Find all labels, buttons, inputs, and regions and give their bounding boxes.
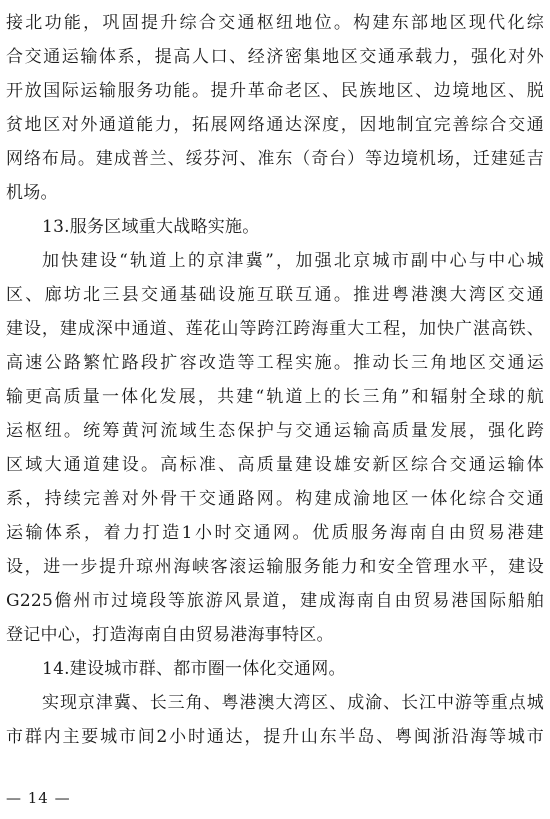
text-line: 运输体系，着力打造1小时交通网。优质服务海南自由贸易港建 <box>6 523 544 543</box>
page-number: — 14 — <box>6 789 71 807</box>
text-line: 系，持续完善对外骨干交通路网。构建成渝地区一体化综合交通 <box>6 489 544 509</box>
text-line: 运枢纽。统筹黄河流域生态保护与交通运输高质量发展，强化跨 <box>6 421 544 441</box>
text-line: 建设，建成深中通道、莲花山等跨江跨海重大工程，加快广湛高铁、 <box>6 319 544 339</box>
text-line: 接北功能，巩固提升综合交通枢纽地位。构建东部地区现代化综 <box>6 13 544 33</box>
text-line: 市群内主要城市间2小时通达，提升山东半岛、粤闽浙沿海等城市 <box>6 727 544 747</box>
text-line: 登记中心，打造海南自由贸易港海事特区。 <box>6 625 334 645</box>
text-line: 贫地区对外通道能力，拓展网络通达深度，因地制宜完善综合交通 <box>6 115 544 135</box>
text-line: 实现京津冀、长三角、粤港澳大湾区、成渝、长江中游等重点城 <box>42 693 544 713</box>
document-page <box>6 6 544 754</box>
text-line: 开放国际运输服务功能。提升革命老区、民族地区、边境地区、脱 <box>6 81 544 101</box>
text-line: 机场。 <box>6 183 58 203</box>
section-heading: 14.建设城市群、都市圈一体化交通网。 <box>42 659 346 679</box>
text-line: 区、廊坊北三县交通基础设施互联互通。推进粤港澳大湾区交通 <box>6 285 544 305</box>
text-line: G225儋州市过境段等旅游风景道，建成海南自由贸易港国际船舶 <box>6 591 544 611</box>
text-line: 加快建设“轨道上的京津冀”，加强北京城市副中心与中心城 <box>42 251 544 271</box>
text-line: 合交通运输体系，提高人口、经济密集地区交通承载力，强化对外 <box>6 47 544 67</box>
text-line: 设，进一步提升琼州海峡客滚运输服务能力和安全管理水平，建设 <box>6 557 544 577</box>
text-line: 区域大通道建设。高标准、高质量建设雄安新区综合交通运输体 <box>6 455 544 475</box>
text-line: 高速公路繁忙路段扩容改造等工程实施。推动长三角地区交通运 <box>6 353 544 373</box>
text-line: 输更高质量一体化发展，共建“轨道上的长三角”和辐射全球的航 <box>6 387 544 407</box>
text-line: 网络布局。建成普兰、绥芬河、准东（奇台）等边境机场，迁建延吉 <box>6 149 544 169</box>
section-heading: 13.服务区域重大战略实施。 <box>42 217 260 237</box>
